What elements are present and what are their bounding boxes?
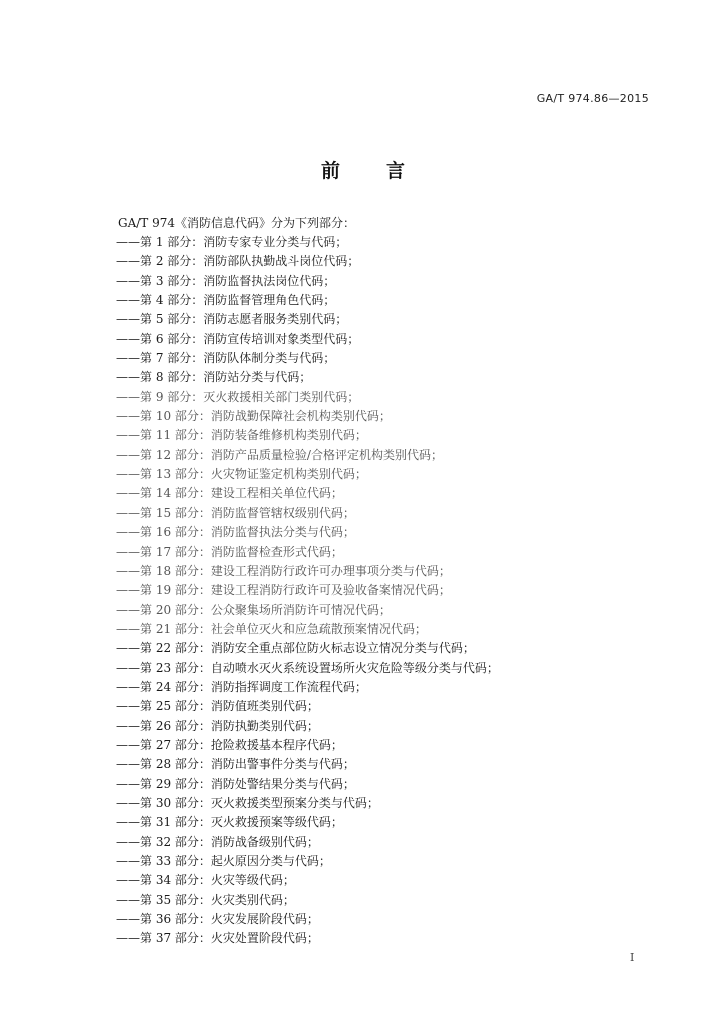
part-item: ——第 4 部分：消防监督管理角色代码； bbox=[116, 293, 336, 308]
part-item: ——第 37 部分：火灾处置阶段代码； bbox=[116, 931, 319, 946]
part-item: ——第 21 部分：社会单位灭火和应急疏散预案情况代码； bbox=[116, 621, 427, 636]
part-item: ——第 29 部分：消防处警结果分类与代码； bbox=[116, 776, 355, 791]
part-item: ——第 12 部分：消防产品质量检验/合格评定机构类别代码； bbox=[116, 447, 443, 462]
standard-code: GA/T 974.86—2015 bbox=[536, 92, 649, 105]
part-item: ——第 30 部分：灭火救援类型预案分类与代码； bbox=[116, 795, 379, 810]
part-item: ——第 35 部分：火灾类别代码； bbox=[116, 892, 295, 907]
part-item: ——第 33 部分：起火原因分类与代码； bbox=[116, 854, 331, 868]
page-number: I bbox=[630, 951, 635, 964]
part-item: ——第 25 部分：消防值班类别代码； bbox=[116, 699, 319, 714]
part-item: ——第 15 部分：消防监督管辖权级别代码； bbox=[116, 505, 355, 520]
parts-list bbox=[116, 233, 499, 949]
page-title: 前言 bbox=[320, 160, 451, 182]
part-item: ——第 16 部分：消防监督执法分类与代码； bbox=[116, 525, 355, 540]
part-item: ——第 8 部分：消防站分类与代码； bbox=[116, 370, 312, 385]
part-item: ——第 20 部分：公众聚集场所消防许可情况代码； bbox=[116, 602, 391, 617]
part-item: ——第 6 部分：消防宣传培训对象类型代码； bbox=[116, 331, 360, 346]
part-item: ——第 1 部分：消防专家专业分类与代码； bbox=[116, 235, 348, 249]
part-item: ——第 11 部分：消防装备维修机构类别代码； bbox=[116, 428, 367, 443]
part-item: ——第 22 部分：消防安全重点部位防火标志设立情况分类与代码； bbox=[116, 641, 475, 656]
part-item: ——第 27 部分：抢险救援基本程序代码； bbox=[116, 737, 343, 752]
intro-text: GA/T 974《消防信息代码》分为下列部分： bbox=[118, 216, 356, 230]
part-item: ——第 2 部分：消防部队执勤战斗岗位代码； bbox=[116, 254, 360, 269]
part-item: ——第 26 部分：消防执勤类别代码； bbox=[116, 718, 319, 733]
part-item: ——第 23 部分：自动喷水灭火系统设置场所火灾危险等级分类与代码； bbox=[116, 660, 499, 675]
part-item: ——第 5 部分：消防志愿者服务类别代码； bbox=[116, 312, 348, 327]
part-item: ——第 17 部分：消防监督检查形式代码； bbox=[116, 544, 343, 559]
part-item: ——第 18 部分：建设工程消防行政许可办理事项分类与代码； bbox=[116, 563, 451, 578]
part-item: ——第 28 部分：消防出警事件分类与代码； bbox=[116, 757, 355, 772]
part-item: ——第 36 部分：火灾发展阶段代码； bbox=[116, 912, 319, 927]
part-item: ——第 31 部分：灭火救援预案等级代码； bbox=[116, 815, 343, 830]
part-item: ——第 3 部分：消防监督执法岗位代码； bbox=[116, 273, 336, 288]
part-item: ——第 9 部分：灭火救援相关部门类别代码； bbox=[116, 389, 360, 404]
part-item: ——第 14 部分：建设工程相关单位代码； bbox=[116, 486, 343, 501]
part-item: ——第 34 部分：火灾等级代码； bbox=[116, 873, 295, 888]
part-item: ——第 10 部分：消防战勤保障社会机构类别代码； bbox=[116, 409, 391, 424]
part-item: ——第 19 部分：建设工程消防行政许可及验收备案情况代码； bbox=[116, 583, 451, 598]
part-item: ——第 7 部分：消防队体制分类与代码； bbox=[116, 351, 336, 366]
part-item: ——第 13 部分：火灾物证鉴定机构类别代码； bbox=[116, 467, 367, 482]
part-item: ——第 32 部分：消防战备级别代码； bbox=[116, 834, 319, 849]
part-item: ——第 24 部分：消防指挥调度工作流程代码； bbox=[116, 679, 367, 694]
